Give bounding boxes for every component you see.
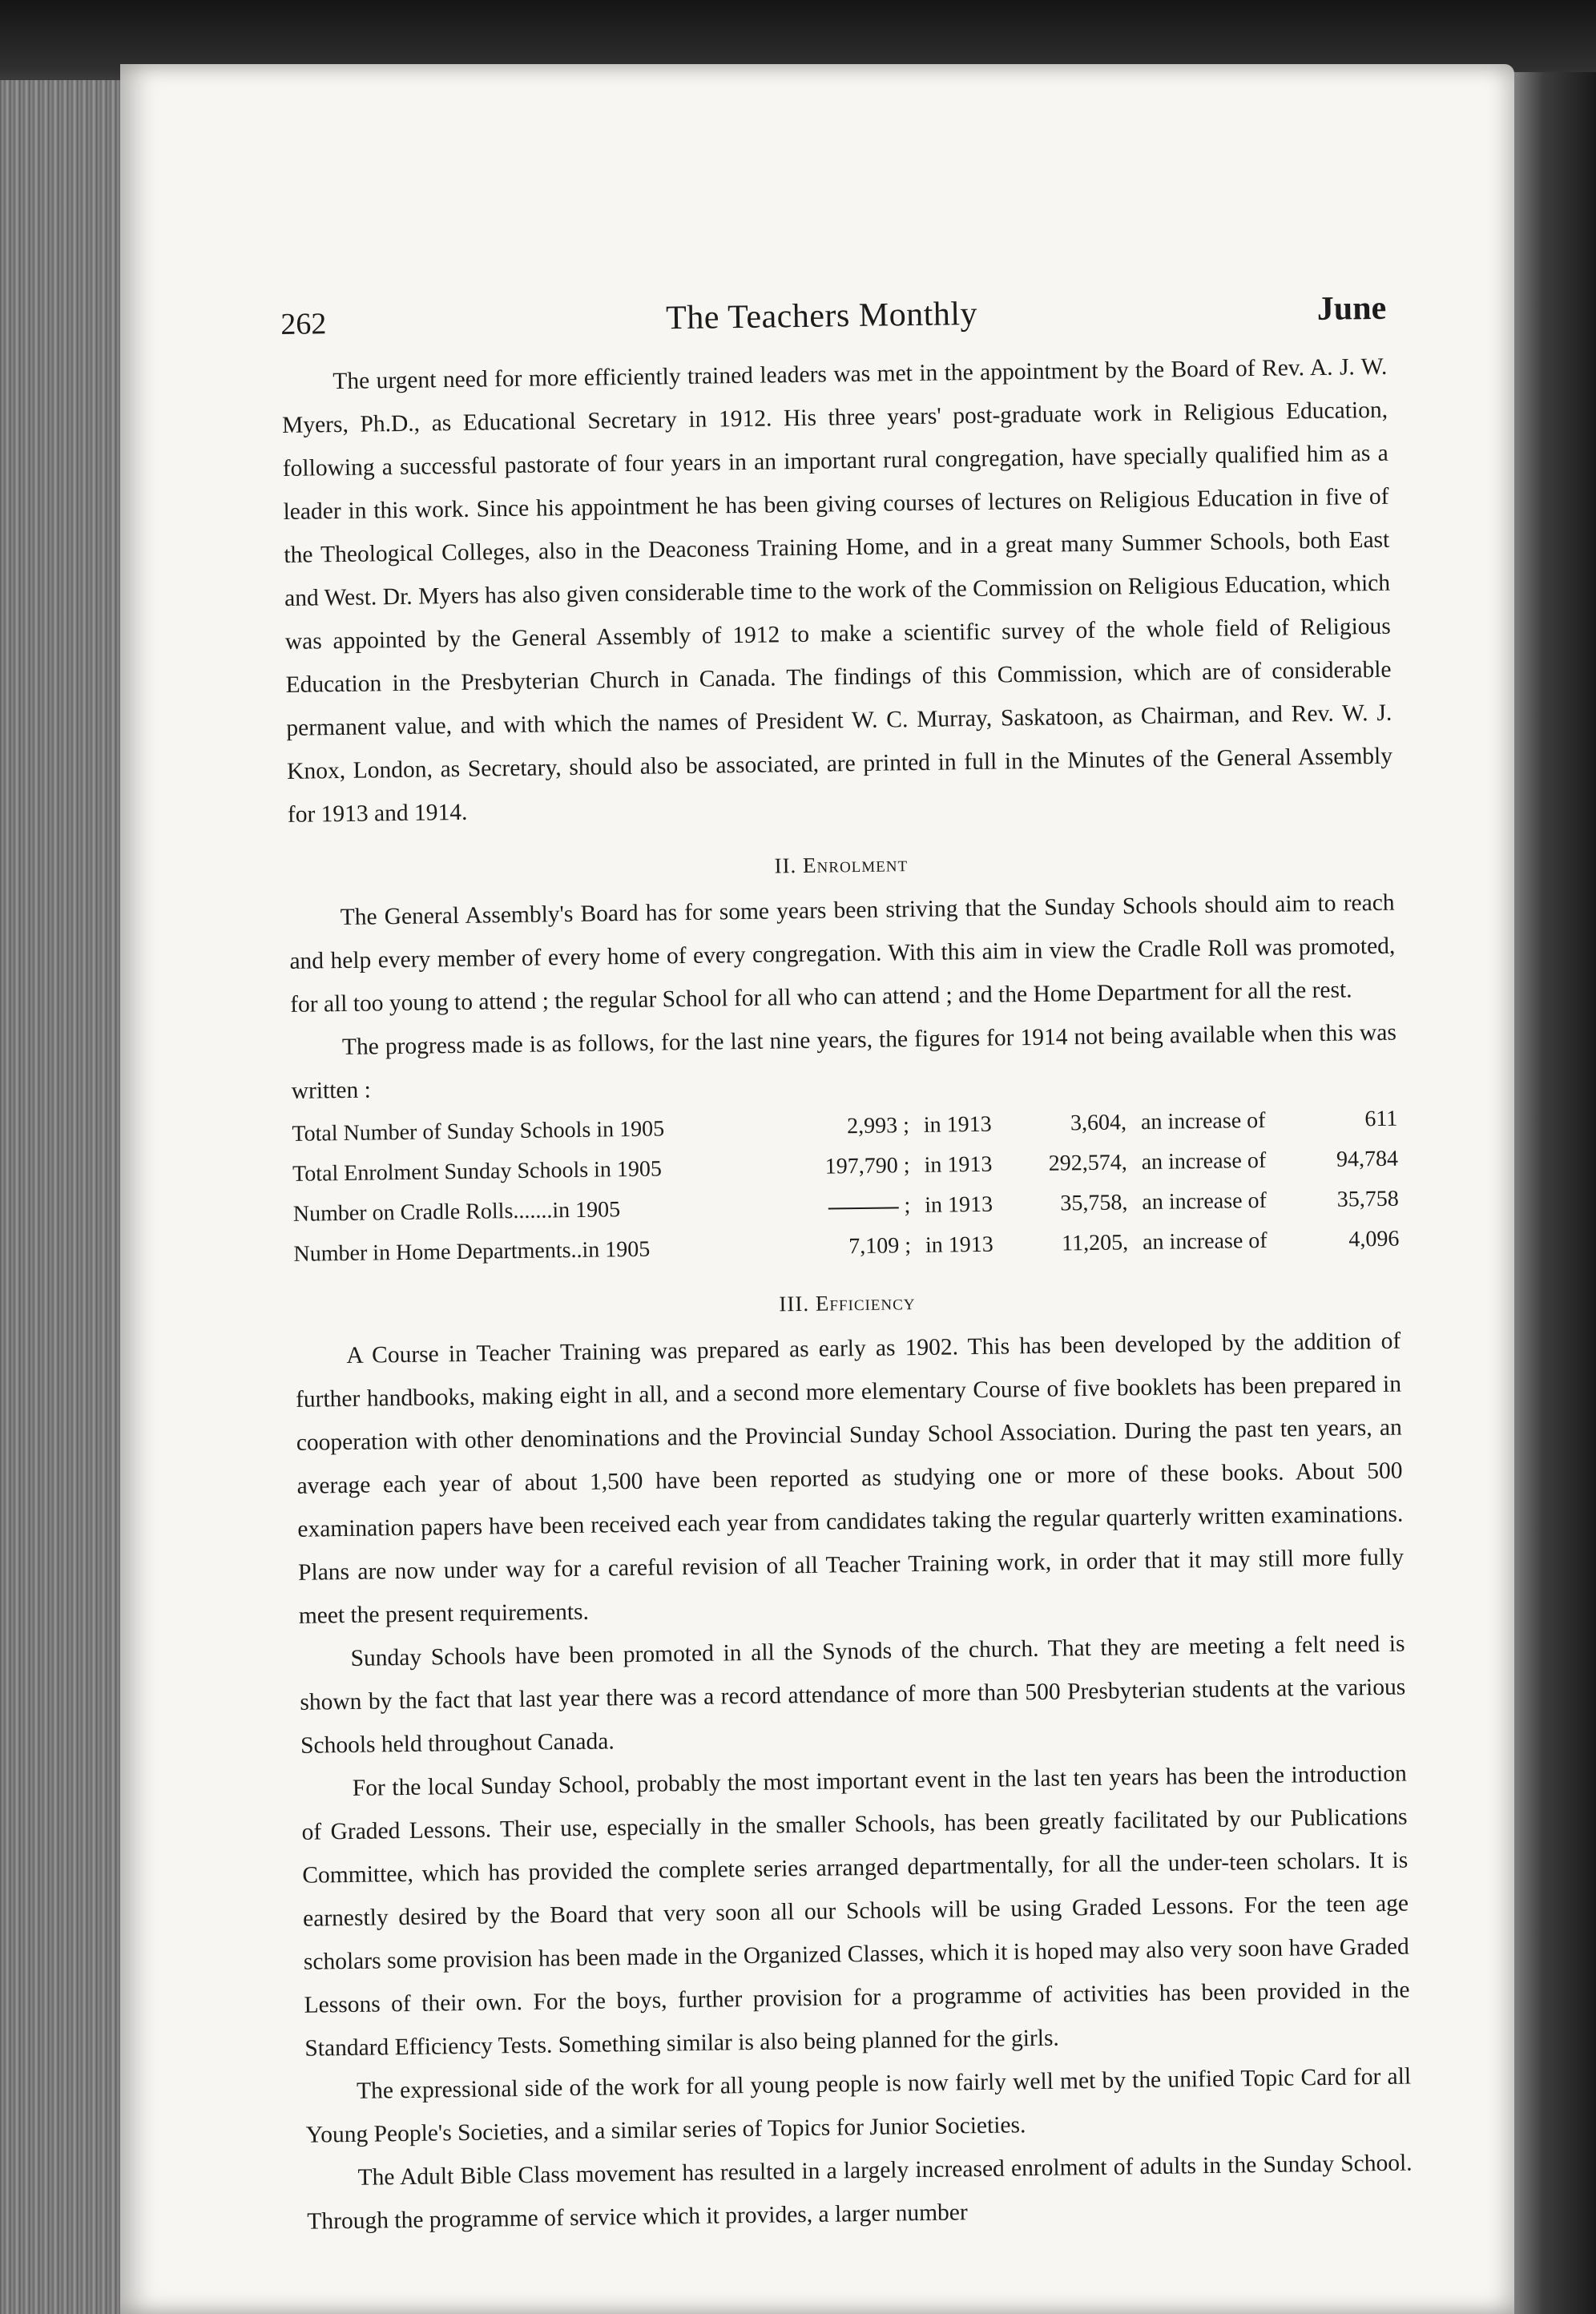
table-row: Number on Cradle Rolls.......in 1905 ; in 1913 35,758, an increase of 35,758 (293, 1179, 1400, 1235)
young-people-paragraph: The expressional side of the work for all young people is now fairly well met by the unified Topic Card for all Young People's Societies, and a similar series of Topics for Junior Societies. (305, 2063, 1412, 2148)
book-page (120, 64, 1514, 2314)
journal-title: The Teachers Monthly (665, 295, 978, 337)
issue-month: June (1316, 289, 1387, 328)
stat-1913-value: 35,758, (1060, 1190, 1128, 1216)
stat-label: Number on Cradle Rolls.......in 1905 (292, 1197, 621, 1227)
stat-increase-value: 35,758 (1336, 1186, 1399, 1212)
progress-paragraph: The progress made is as follows, for the last nine years, the figures for 1914 not being available when this was written : (291, 1019, 1397, 1104)
stat-year: in 1913 (923, 1111, 992, 1138)
table-row: Total Number of Sunday Schools in 1905 2,993 ; in 1913 3,604, an increase of 611 (292, 1099, 1398, 1155)
section-heading-efficiency (294, 1284, 1400, 1324)
stat-increase-label: an increase of (1140, 1107, 1266, 1135)
stat-label: Number in Home Departments..in 1905 (293, 1236, 651, 1267)
section-numeral: III. (779, 1291, 810, 1316)
graded-lessons-paragraph: For the local Sunday School, probably the most important event in the last ten years has been the introduction of Graded Lessons. Their use, especially in the smaller Schools, has been greatly facilitated by our Publications Committee, which has provided the complete series arranged departmentally, for all the under-teen scholars. It is earnestly desired by the Board that very soon all our Schools will be using Graded Lessons. For the teen age scholars some provision has been made in the Organized Classes, which it is hoped may also very soon have Graded Lessons of their own. For the boys, further provision for a programme of activities has been provided in the Standard Efficiency Tests. Something similar is also being planned for the girls. (301, 1760, 1410, 2062)
page-content (280, 289, 1413, 2243)
enrolment-statistics-table (292, 1099, 1400, 1275)
running-head (280, 289, 1387, 343)
stat-label: Total Number of Sunday Schools in 1905 (292, 1116, 665, 1147)
enrolment-paragraph: The General Assembly's Board has for some years been striving that the Sunday Schools should aim to reach and help every member of every home of every congregation. With this aim in view the Cradle Roll was promoted, for all too young to attend ; the regular School for all who can attend ; and the Home Department for all the rest. (289, 889, 1396, 1018)
stat-1913-value: 3,604, (1070, 1110, 1127, 1136)
book-binding-shadow (1508, 72, 1596, 2314)
table-row: Total Enrolment Sunday Schools in 1905 197,790 ; in 1913 292,574, an increase of 94,784 (292, 1139, 1399, 1195)
page-number: 262 (280, 307, 327, 341)
teacher-training-paragraph: A Course in Teacher Training was prepared as early as 1902. This has been developed by the addition of further handbooks, making eight in all, and a second more elementary Course of five booklets has been prepared in cooperation with other denominations and the Provincial Sunday School Association. During the past ten years, an average each year of about 1,500 have been reported as studying one or more of these books. About 500 examination papers have been received each year from candidates taking the regular quarterly written examinations. Plans are now under way for a careful revision of all Teacher Training work, in order that it may still more fully meet the present requirements. (295, 1328, 1405, 1629)
stat-1905-value: 7,109 (848, 1233, 900, 1260)
blank-dash (828, 1207, 899, 1209)
stat-increase-label: an increase of (1142, 1228, 1268, 1256)
table-row: Number in Home Departments..in 1905 7,109 ; in 1913 11,205, an increase of 4,096 (293, 1219, 1400, 1275)
stat-1913-value: 292,574, (1048, 1150, 1127, 1176)
stat-year: in 1913 (925, 1232, 993, 1258)
stat-1905-value: 197,790 (824, 1153, 899, 1179)
stat-label: Total Enrolment Sunday Schools in 1905 (292, 1156, 663, 1187)
stat-increase-value: 611 (1364, 1106, 1398, 1132)
stat-year: in 1913 (925, 1191, 993, 1218)
adult-bible-class-paragraph: The Adult Bible Class movement has resulted in a largely increased enrolment of adults in the Sunday School. Through the programme of service which it provides, a larger number (307, 2150, 1413, 2235)
stat-increase-label: an increase of (1142, 1187, 1268, 1215)
section-title: Efficiency (815, 1290, 916, 1316)
summer-schools-paragraph: Sunday Schools have been promoted in all the Synods of the church. That they are meeting a felt need is shown by the fact that last year there was a record attendance of more than 500 Presbyterian students at the various Schools held throughout Canada. (300, 1631, 1406, 1759)
section-title: Enrolment (802, 852, 909, 877)
intro-paragraph: The urgent need for more efficiently trained leaders was met in the appointment by the Board of Rev. A. J. W. Myers, Ph.D., as Educational Secretary in 1912. His three years' post-graduate work in Religious Education, following a successful pastorate of four years in an important rural congregation, have specially qualified him as a leader in this work. Since his appointment he has been giving courses of lectures on Religious Education in five of the Theological Colleges, also in the Deaconess Training Home, and in a great many Summer Schools, both East and West. Dr. Myers has also given considerable time to the work of the Commission on Religious Education, which was appointed by the General Assembly of 1912 to make a scientific survey of the whole field of Religious Education in the Presbyterian Church in Canada. The findings of this Commission, which are of considerable permanent value, and with which the names of President W. C. Murray, Saskatoon, as Chairman, and Rev. W. J. Knox, London, as Secretary, should also be associated, are printed in full in the Minutes of the General Assembly for 1913 and 1914. (281, 353, 1393, 828)
stat-1913-value: 11,205, (1061, 1230, 1129, 1256)
section-heading-enrolment (288, 845, 1394, 885)
stat-increase-value: 4,096 (1348, 1226, 1400, 1252)
stat-1905-value: 2,993 (846, 1113, 898, 1139)
stat-year: in 1913 (924, 1151, 993, 1178)
stat-increase-value: 94,784 (1336, 1146, 1399, 1172)
section-numeral: II. (774, 853, 797, 878)
stat-increase-label: an increase of (1141, 1147, 1267, 1175)
